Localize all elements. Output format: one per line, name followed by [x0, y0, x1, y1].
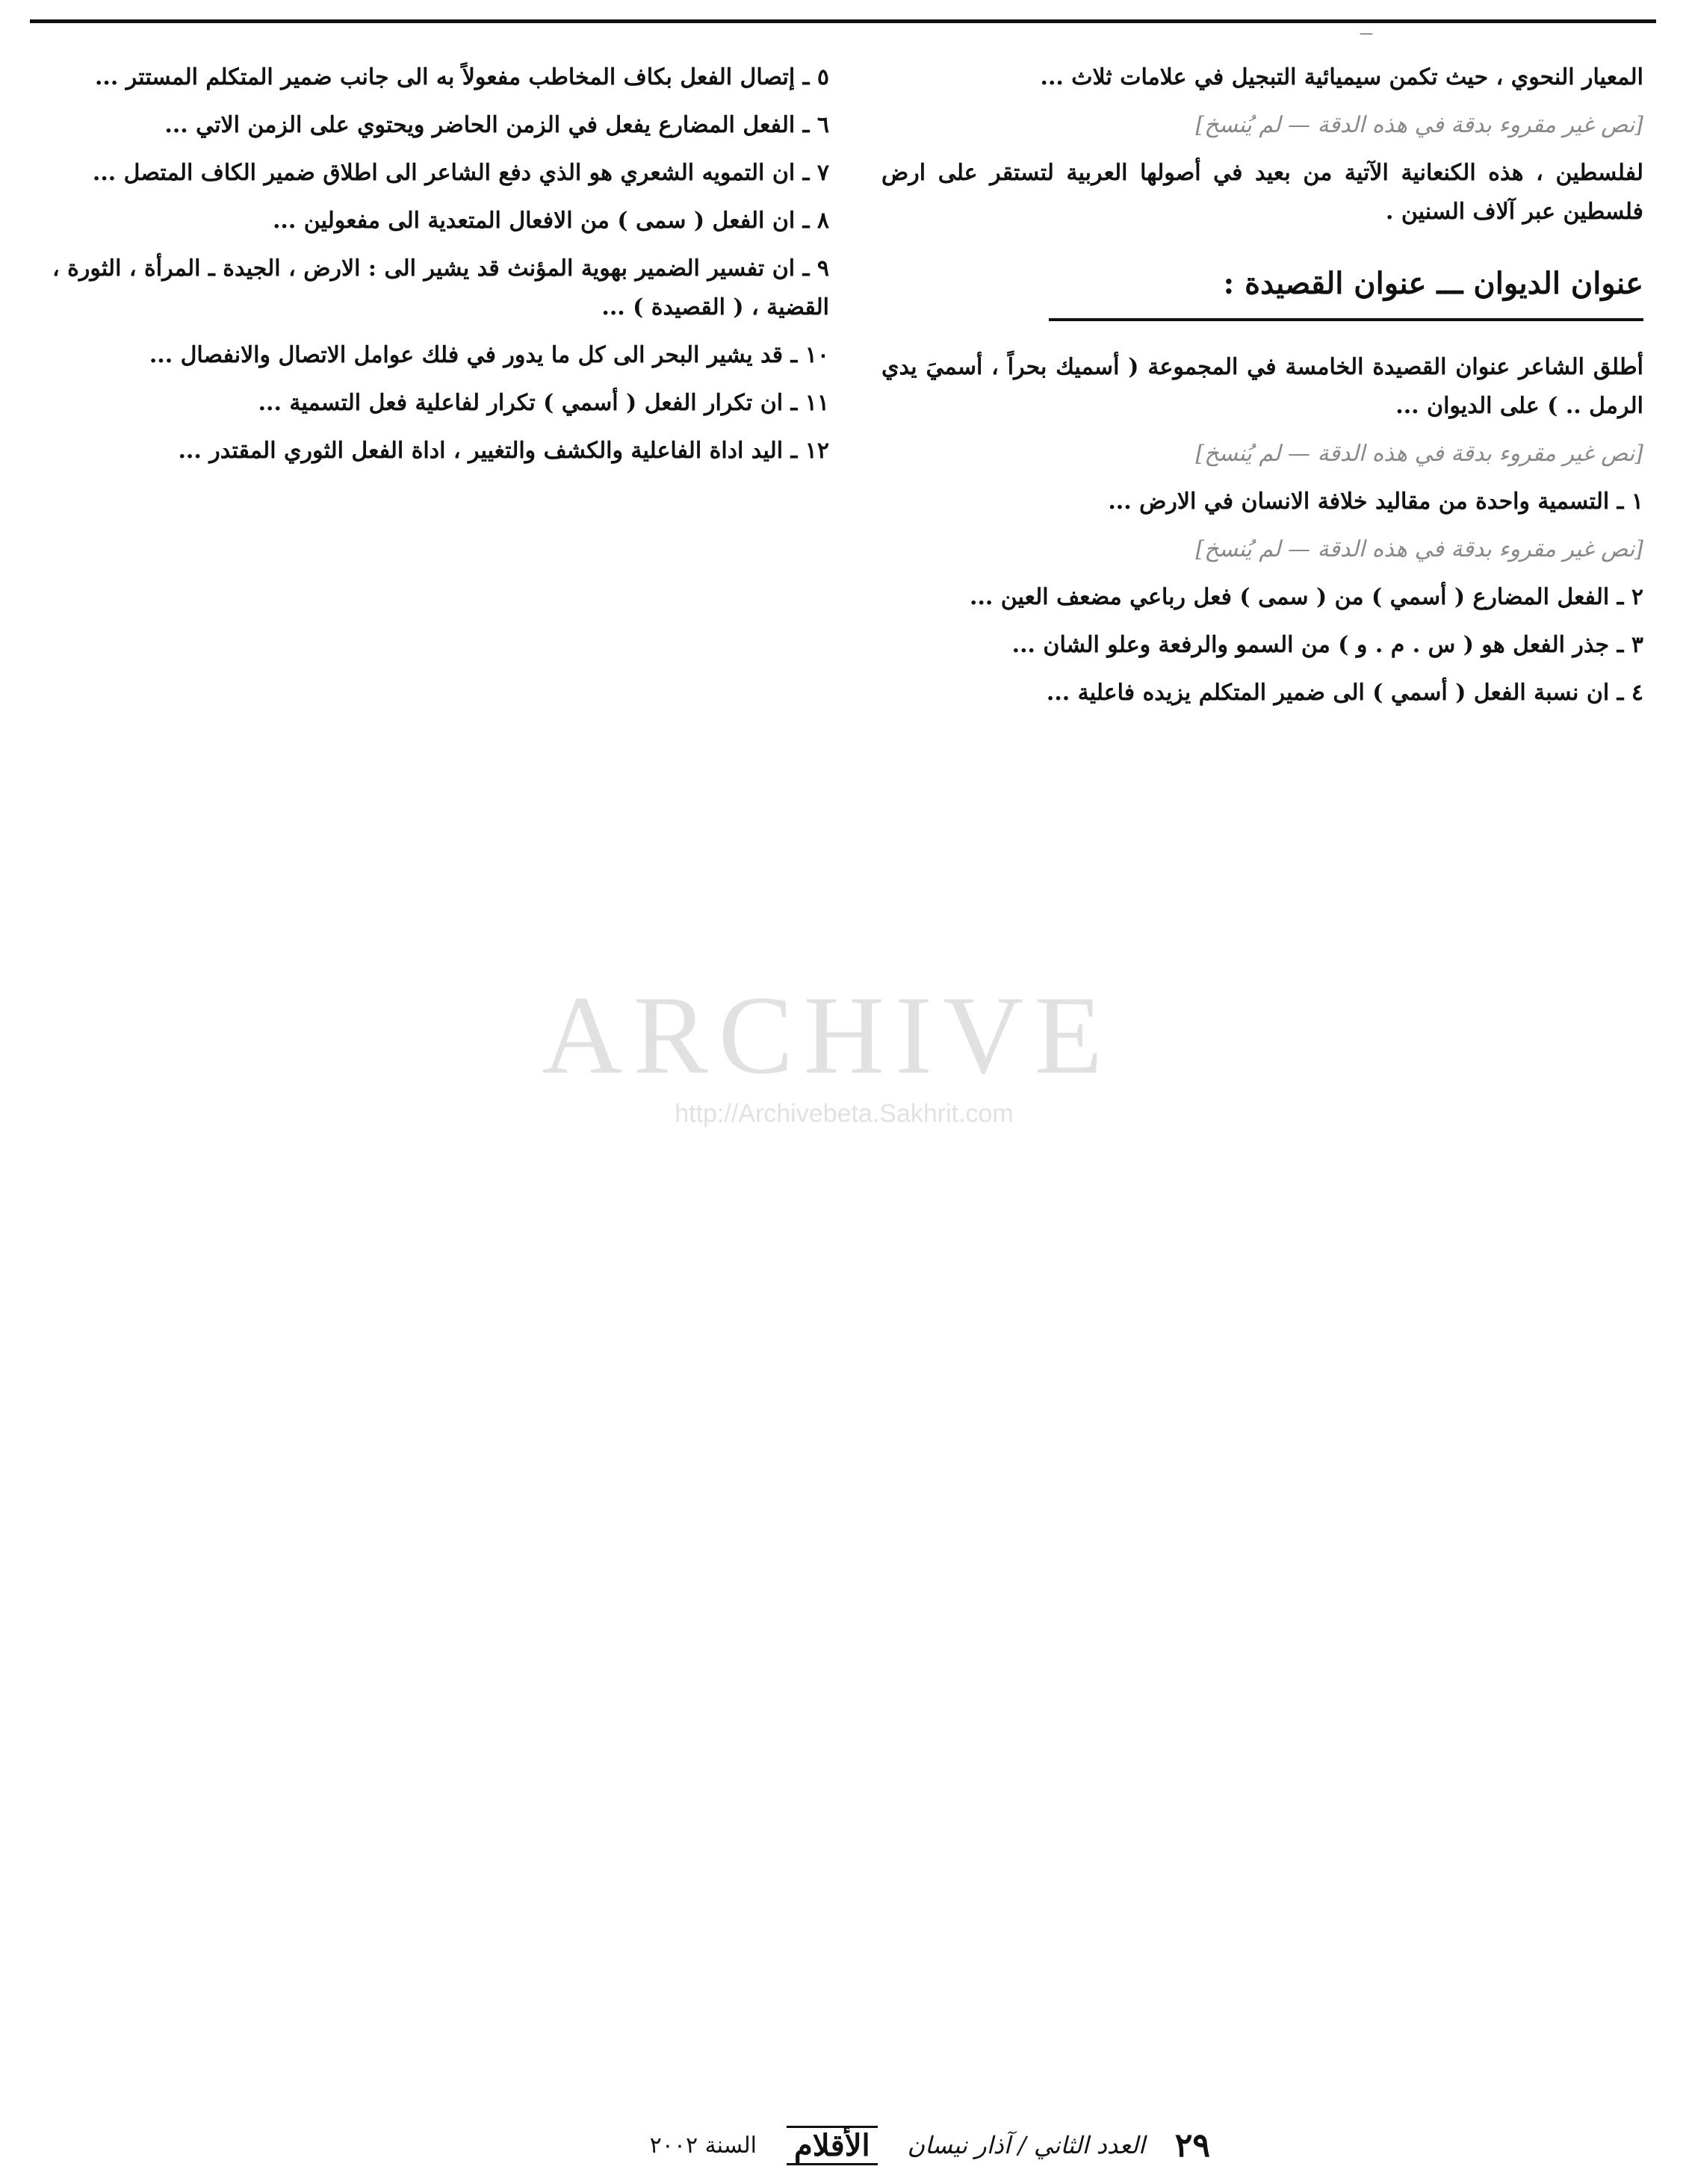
issue-text: العدد الثاني / آذار نيسان	[907, 2131, 1145, 2159]
section-heading: عنوان الديوان ـــ عنوان القصيدة :	[1223, 266, 1643, 301]
left-column	[52, 58, 829, 2090]
top-rule	[30, 19, 1656, 23]
magazine-logo: الأقلام	[787, 2126, 878, 2165]
numbered-paragraph-3: ٣ ـ جذر الفعل هو ( س . م . و ) من السمو والرفعة وعلو الشان ...	[1011, 632, 1643, 658]
watermark-word: ARCHIVE	[542, 973, 1113, 1097]
numbered-paragraph-10: ١٠ ـ قد يشير البحر الى كل ما يدور في فلك عوامل الاتصال والانفصال ...	[149, 342, 829, 368]
numbered-paragraph-11: ١١ ـ ان تكرار الفعل ( أسمي ) تكرار لفاعلية فعل التسمية ...	[258, 390, 829, 416]
numbered-paragraph-1: ١ ـ التسمية واحدة من مقاليد خلافة الانسان في الارض ...	[1108, 488, 1643, 515]
placeholder: [نص غير مقروء بدقة في هذه الدقة — لم يُنسخ]	[1195, 112, 1643, 138]
top-mark: —	[1360, 25, 1373, 41]
year-text: السنة ٢٠٠٢	[649, 2132, 757, 2159]
numbered-paragraph-5: ٥ ـ إتصال الفعل بكاف المخاطب مفعولاً به الى جانب ضمير المتكلم المستتر ...	[94, 64, 829, 90]
paragraph-intro-1: المعيار النحوي ، حيث تكمن سيميائية التبجيل في علامات ثلاث ...	[1040, 64, 1643, 90]
numbered-paragraph-8: ٨ ـ ان الفعل ( سمى ) من الافعال المتعدية الى مفعولين ...	[272, 208, 829, 234]
numbered-paragraph-6: ٦ ـ الفعل المضارع يفعل في الزمن الحاضر ويحتوي على الزمن الاتي ...	[164, 112, 829, 138]
numbered-paragraph-7: ٧ ـ ان التمويه الشعري هو الذي دفع الشاعر الى اطلاق ضمير الكاف المتصل ...	[92, 160, 829, 186]
page-number: ٢٩	[1174, 2126, 1210, 2165]
watermark-url: http://Archivebeta.Sakhrit.com	[675, 1099, 1014, 1128]
page-footer	[388, 2123, 1210, 2168]
paragraph-intro-2: لفلسطين ، هذه الكنعانية الآتية من بعيد في أصولها العربية لتستقر على ارض فلسطين عبر آلاف السنين .	[881, 160, 1643, 225]
numbered-paragraph-4: ٤ ـ ان نسبة الفعل ( أسمي ) الى ضمير المتكلم يزيده فاعلية ...	[1046, 680, 1643, 706]
placeholder: [نص غير مقروء بدقة في هذه الدقة — لم يُنسخ]	[1195, 536, 1643, 562]
paragraph-lead: أطلق الشاعر عنوان القصيدة الخامسة في المجموعة ( أسميك بحراً ، أسميَ يدي الرمل .. ) على الديوان ...	[881, 354, 1643, 419]
numbered-paragraph-9: ٩ ـ ان تفسير الضمير بهوية المؤنث قد يشير الى : الارض ، الجيدة ـ المرأة ، الثورة ، القضية ، ( القصيدة ) ...	[52, 255, 829, 320]
placeholder: [نص غير مقروء بدقة في هذه الدقة — لم يُنسخ]	[1195, 441, 1643, 467]
numbered-paragraph-12: ١٢ ـ اليد اداة الفاعلية والكشف والتغيير ، اداة الفعل الثوري المقتدر ...	[178, 438, 829, 464]
right-column	[881, 58, 1643, 2090]
heading-rule	[1049, 318, 1643, 321]
numbered-paragraph-2: ٢ ـ الفعل المضارع ( أسمي ) من ( سمى ) فعل رباعي مضعف العين ...	[970, 584, 1643, 610]
